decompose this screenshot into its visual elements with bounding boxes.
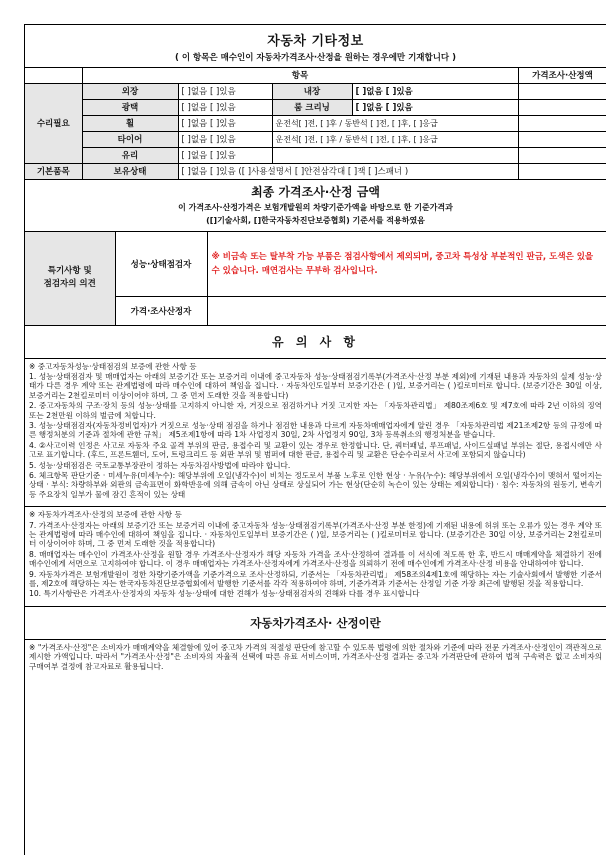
price-cell-tire[interactable]: [518, 132, 606, 148]
interior-label: 내장: [272, 84, 352, 100]
page-subtitle: ( 이 항목은 매수인이 자동차가격조사·산정을 원하는 경우에만 기재합니다 ): [174, 53, 456, 63]
tire-checkbox[interactable]: [ ]없음 [ ]있음: [178, 132, 272, 148]
final-price-title: 최종 가격조사·산정 금액: [251, 185, 380, 199]
definition-text: ※ "가격조사·산정"은 소비자가 매매계약을 체결함에 있어 중고차 가격의 적절성 판단에 참고할 수 있도록 법령에 의한 절차와 기준에 따라 전문 가격조사·산정인이 객관적으로 제시한 가액입니다. 따라서 "가격조사·산정"은 소비자의 자율적 선택에 따른 유료 서비스이며, 가격조사·산정 결과는 중고차 가격판단에 관하여 법적 구속력은 없고 소비자의 구매여부 결정에 참고자료로 활용됩니다.: [29, 642, 602, 671]
price-cell-gloss[interactable]: [518, 100, 606, 116]
note-item: 2. 중고자동차의 구조·장치 등의 성능·상태를 고지하지 아니한 자, 거짓으로 점검하거나 거짓 고지한 자는 「자동차관리법」 제80조제6호 및 제7호에 따라 2년 이하의 징역 또는 2천만원 이하의 벌금에 처합니다.: [29, 401, 602, 420]
gloss-checkbox[interactable]: [ ]없음 [ ]있음: [178, 100, 272, 116]
glass-label: 유리: [82, 148, 178, 164]
glass-checkbox[interactable]: [ ]없음 [ ]있음: [178, 148, 272, 164]
page-title: 자동차 기타정보: [267, 34, 364, 49]
note-item: 3. 성능·상태점검자(자동차정비업자)가 거짓으로 성능·상태 점검을 하거나 점검한 내용과 다르게 자동차매매업자에게 알린 경우 「자동차관리법 제21조제2항 등의 규정에 따른 행정처분의 기준과 절차에 관한 규칙」 제5조제1항에 따라 1차 사업정지 30일, 2차 사업정지 90일, 3차 등록취소의 행정처분을 받습니다.: [29, 420, 602, 440]
final-price-note-2: ([]기술사회, []한국자동차진단보증협회) 기준서를 적용하였음: [206, 216, 425, 225]
inspection-warranty-section: [25, 359, 606, 500]
room-cleaning-checkbox[interactable]: [ ]없음 [ ]있음: [352, 100, 518, 116]
opinion-label: 특기사항 및 점검자의 의견: [25, 232, 115, 325]
room-cleaning-label: 룸 크리닝: [272, 100, 352, 116]
notes-title: 유 의 사 항: [25, 326, 606, 359]
other-info-table: [25, 68, 606, 180]
tire-position-detail[interactable]: 운전석[ ]전, [ ]후 / 동반석 [ ]전, [ ]후, [ ]응급: [272, 132, 518, 148]
exterior-checkbox[interactable]: [ ]없음 [ ]있음: [178, 84, 272, 100]
price-warranty-heading: ※ 자동차가격조사·산정의 보증에 관한 사항 등: [29, 510, 182, 520]
exterior-label: 외장: [82, 84, 178, 100]
section-header: [25, 25, 606, 68]
note-item: 10. 특기사항란은 가격조사·산정자의 자동차 성능·상태에 대한 견해가 성능·상태점검자의 견해와 다를 경우 표시합니다: [29, 589, 420, 599]
note-item: 8. 매매업자는 매수인이 가격조사·산정을 원할 경우 가격조사·산정자가 해당 자동차 가격을 조사·산정하여 결과를 이 서식에 적도록 한 후, 반드시 매매계약을 체결하기 전에 매수인에게 서면으로 고지하여야 합니다. 이 경우 매매업자는 가격조사·산정자에게 가격조사·산정을 의뢰하기 전에 매수인에게 가격조사·산정 비용을 안내하여야 합니다.: [29, 549, 602, 569]
repair-needed-label: 수리필요: [25, 84, 82, 164]
document-page: [24, 24, 606, 855]
definition-title: 자동차가격조사· 산정이란: [25, 607, 606, 640]
wheel-position-detail[interactable]: 운전석[ ]전, [ ]후 / 동반석 [ ]전, [ ]후, [ ]응급: [272, 116, 518, 132]
note-item: 5. 성능·상태점검은 국토교통부장관이 정하는 자동차검사방법에 따라야 합니다.: [29, 460, 291, 470]
holding-status-checkbox[interactable]: [ ]없음 [ ]있음 ([ ]사용설명서 [ ]안전삼각대 [ ]잭 [ ]스패너 ): [178, 164, 518, 180]
final-price-section: [25, 180, 606, 232]
price-cell-basic[interactable]: [518, 164, 606, 180]
inspection-warranty-heading: ※ 중고자동차성능·상태점검의 보증에 관한 사항 등: [29, 361, 197, 371]
price-cell-exterior[interactable]: [518, 84, 606, 100]
gloss-label: 광택: [82, 100, 178, 116]
note-item: 4. ②사고이력 인정은 사고로 자동차 주요 골격 부위의 판금, 용접수리 및 교환이 있는 경우로 한정합니다. 단, 쿼터패널, 루프패널, 사이드실패널 부위는 절단, 용접시에만 사고로 표기합니다. (후드, 프론트휀더, 도어, 트렁크리드 등 외판 부위 및 범퍼에 대한 판금, 용접수리 및 교환은 단순수리로서 사고에 포함되지 않습니다): [29, 440, 602, 460]
appraiser-opinion-field[interactable]: [207, 296, 606, 325]
column-header-item: 항목: [82, 68, 518, 84]
tire-label: 타이어: [82, 132, 178, 148]
holding-status-label: 보유상태: [82, 164, 178, 180]
note-item: 6. 체크항목 판단기준 · 미세누유(미세누수): 해당부위에 오일(냉각수)이 비치는 정도로서 부품 노후로 인한 현상 · 누유(누수): 해당부위에서 오일(냉각수)이 맺혀서 떨어지는 상태 · 부식: 차량하부와 외판의 금속표면이 화학반응에 의해 금속이 아닌 상태로 상실되어 가는 현상(단순히 녹슨이 있는 상태는 제외합니다) · 침수: 자동차의 원동기, 변속기 등 주요장치 일부가 물에 잠긴 흔적이 있는 상태: [29, 470, 602, 499]
inspector-label: 성능·상태점검자: [115, 232, 207, 296]
interior-checkbox[interactable]: [ ]없음 [ ]있음: [352, 84, 518, 100]
note-item: 7. 가격조사·산정자는 아래의 보증기간 또는 보증거리 이내에 중고자동차 성능·상태점검기록부(가격조사·산정 부분 한정)에 기재된 내용에 허위 또는 오류가 있는 경우 계약 또는 관계법령에 따라 매수인에 대하여 책임을 집니다. · 자동차인도일부터 보증기간은 ( )일, 보증거리는 ( )킬로미터로 합니다. (보증기간은 30일 이상, 보증거리는 2천킬로미터 이상이어야 하며, 그 중 먼저 도래한 것을 적용합니다): [29, 520, 602, 549]
inspector-opinion-warning[interactable]: ※ 비금속 또는 탈부착 가능 부품은 점검사항에서 제외되며, 중고차 특성상 부분적인 판금, 도색은 있을 수 있습니다. 매연검사는 무부하 검사입니다.: [207, 232, 606, 296]
opinion-table: [25, 232, 606, 326]
appraiser-label: 가격·조사산정자: [115, 296, 207, 325]
note-item: 1. 성능·상태점검자 및 매매업자는 아래의 보증기간 또는 보증거리 이내에 중고자동차 성능·상태점검기록부(가격조사·산정 부분 제외)에 기재된 내용과 자동차의 실제 성능·상태가 다른 경우 계약 또는 관계법령에 따라 매수인에 대하여 책임을 집니다. · 자동차인도일부터 보증기간은 ( )일, 보증거리는 ( )킬로미터로 합니다. (보증기간은 30일 이상, 보증거리는 2천킬로미터 이상이어야 하며, 그 중 먼저 도래한 것을 적용합니다): [29, 371, 602, 400]
column-header-price: 가격조사·산정액: [518, 68, 606, 84]
final-price-note-1: 이 가격조사·산정가격은 보험개발원의 차량기준가액을 바탕으로 한 기준가격과: [178, 203, 453, 212]
wheel-checkbox[interactable]: [ ]없음 [ ]있음: [178, 116, 272, 132]
basic-items-label: 기본품목: [25, 164, 82, 180]
note-item: 9. 자동차가격은 보험개발원이 정한 차량기준가액을 기준가격으로 조사·산정하되, 기준서는 「자동차관리법」 제58조의4제1호에 해당하는 자는 기술사회에서 발행한 기준서를, 제2호에 해당하는 자는 한국자동차진단보증협회에서 발행한 기준서를 각각 적용하여야 하며, 기준가격과 기준서는 산정일 기준 가장 최근에 발행된 것을 적용합니다.: [29, 569, 602, 589]
price-warranty-section: [25, 507, 606, 599]
wheel-label: 휠: [82, 116, 178, 132]
price-cell-glass[interactable]: [518, 148, 606, 164]
price-cell-wheel[interactable]: [518, 116, 606, 132]
